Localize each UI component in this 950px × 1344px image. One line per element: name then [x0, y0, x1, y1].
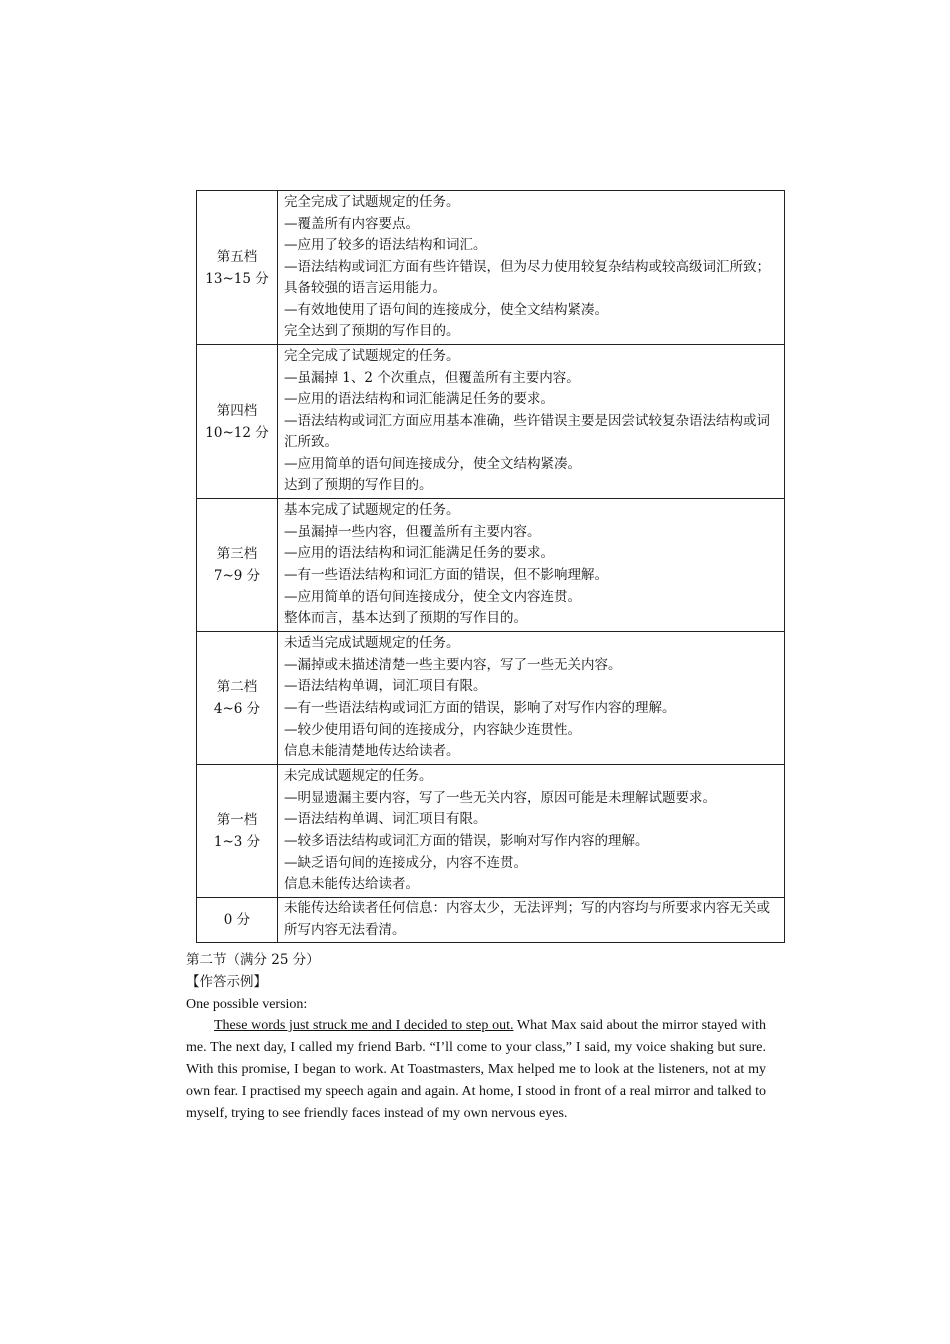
- rubric-criterion: —有一些语法结构或词汇方面的错误，影响了对写作内容的理解。: [284, 700, 676, 716]
- rubric-criterion: —有一些语法结构和词汇方面的错误，但不影响理解。: [284, 567, 608, 583]
- rubric-criterion: 达到了预期的写作目的。: [284, 477, 433, 494]
- scoring-rubric-table: [196, 190, 785, 943]
- rubric-criterion: —较多语法结构或词汇方面的错误，影响对写作内容的理解。: [284, 833, 649, 849]
- rubric-criterion: 未适当完成试题规定的任务。: [284, 635, 460, 652]
- grade-label: 第三档: [216, 546, 258, 562]
- grade-score-range: 4~6 分: [213, 701, 261, 717]
- grade-label: 第四档: [216, 402, 258, 419]
- sample-essay: [186, 1015, 766, 1124]
- grade-score-range: 10~12 分: [205, 424, 269, 441]
- rubric-criterion: —语法结构或词汇方面应用基本准确，些许错误主要是因尝试较复杂语法结构或词汇所致。: [284, 412, 770, 451]
- essay-underlined-sentence: These words just struck me and I decided to step out.: [214, 1018, 514, 1034]
- rubric-criterion: —应用的语法结构和词汇能满足任务的要求。: [284, 391, 554, 408]
- essay-body: What Max said about the mirror stayed with me. The next day, I called my friend Barb. “I’ll come to your class,” I said, my voice shaking but sure. With this promise, I began to work. At Toastmasters, Max helped me to look at the listeners, not at my own fear. I practised my speech again and again. At home, I stood in front of a real mirror and talked to myself, trying to see friendly faces instead of my own nervous eyes.: [186, 1018, 766, 1121]
- rubric-grade-cell: [197, 191, 278, 345]
- rubric-criterion: —应用简单的语句间连接成分，使全文内容连贯。: [284, 588, 581, 605]
- rubric-description-cell: [278, 191, 785, 345]
- rubric-grade-cell: [197, 898, 278, 943]
- rubric-criterion: —覆盖所有内容要点。: [284, 215, 419, 232]
- rubric-criterion: —漏掉或未描述清楚一些主要内容，写了一些无关内容。: [284, 656, 622, 673]
- rubric-row: [197, 499, 785, 632]
- rubric-criterion: 未能传达给读者任何信息：内容太少，无法评判；写的内容均与所要求内容无关或所写内容无法看清。: [284, 900, 770, 938]
- rubric-description-cell: [278, 499, 785, 632]
- rubric-row: [197, 632, 785, 765]
- rubric-criterion: —虽漏掉 1、2 个次重点，但覆盖所有主要内容。: [284, 369, 580, 386]
- rubric-criterion: 完全达到了预期的写作目的。: [284, 323, 460, 340]
- rubric-criterion: 基本完成了试题规定的任务。: [284, 502, 460, 519]
- rubric-criterion: 整体而言，基本达到了预期的写作目的。: [284, 610, 527, 627]
- section-heading: 第二节（满分 25 分）: [186, 952, 320, 968]
- rubric-criterion: —应用简单的语句间连接成分，使全文结构紧凑。: [284, 455, 581, 472]
- rubric-criterion: —明显遗漏主要内容，写了一些无关内容，原因可能是未理解试题要求。: [284, 789, 716, 806]
- rubric-criterion: 未完成试题规定的任务。: [284, 768, 433, 785]
- grade-score-range: 7~9 分: [213, 568, 261, 584]
- rubric-criterion: —较少使用语句间的连接成分，内容缺少连贯性。: [284, 721, 581, 738]
- rubric-criterion: —虽漏掉一些内容，但覆盖所有主要内容。: [284, 523, 541, 540]
- rubric-criterion: 完全完成了试题规定的任务。: [284, 347, 460, 364]
- rubric-grade-cell: [197, 345, 278, 499]
- rubric-description-cell: [278, 345, 785, 499]
- rubric-criterion: —语法结构单调、词汇项目有限。: [284, 811, 487, 828]
- example-label: 【作答示例】: [186, 973, 267, 990]
- rubric-row: [197, 898, 785, 943]
- rubric-row: [197, 191, 785, 345]
- rubric-criterion: —缺乏语句间的连接成分，内容不连贯。: [284, 854, 527, 871]
- rubric-criterion: —语法结构或词汇方面有些许错误，但为尽力使用较复杂结构或较高级词汇所致；具备较强的语言运用能力。: [284, 258, 770, 297]
- rubric-criterion: 信息未能清楚地传达给读者。: [284, 743, 460, 760]
- rubric-grade-cell: [197, 765, 278, 898]
- rubric-grade-cell: [197, 632, 278, 765]
- rubric-criterion: 完全完成了试题规定的任务。: [284, 193, 460, 210]
- rubric-row: [197, 345, 785, 499]
- grade-label: 第五档: [216, 248, 258, 265]
- grade-score-range: 13~15 分: [205, 270, 269, 287]
- grade-score-range: 1~3 分: [213, 834, 261, 850]
- rubric-criterion: 信息未能传达给读者。: [284, 876, 419, 893]
- rubric-criterion: —应用了较多的语法结构和词汇。: [284, 237, 487, 254]
- rubric-criterion: —语法结构单调，词汇项目有限。: [284, 678, 487, 695]
- rubric-grade-cell: [197, 499, 278, 632]
- rubric-description-cell: [278, 898, 785, 943]
- rubric-row: [197, 765, 785, 898]
- grade-label: 0 分: [223, 912, 251, 928]
- version-label: One possible version:: [186, 996, 308, 1012]
- section-two: [186, 950, 766, 1124]
- rubric-description-cell: [278, 765, 785, 898]
- rubric-criterion: —有效地使用了语句间的连接成分，使全文结构紧凑。: [284, 301, 608, 318]
- grade-label: 第二档: [216, 679, 258, 695]
- rubric-description-cell: [278, 632, 785, 765]
- rubric-criterion: —应用的语法结构和词汇能满足任务的要求。: [284, 545, 554, 562]
- grade-label: 第一档: [216, 812, 258, 828]
